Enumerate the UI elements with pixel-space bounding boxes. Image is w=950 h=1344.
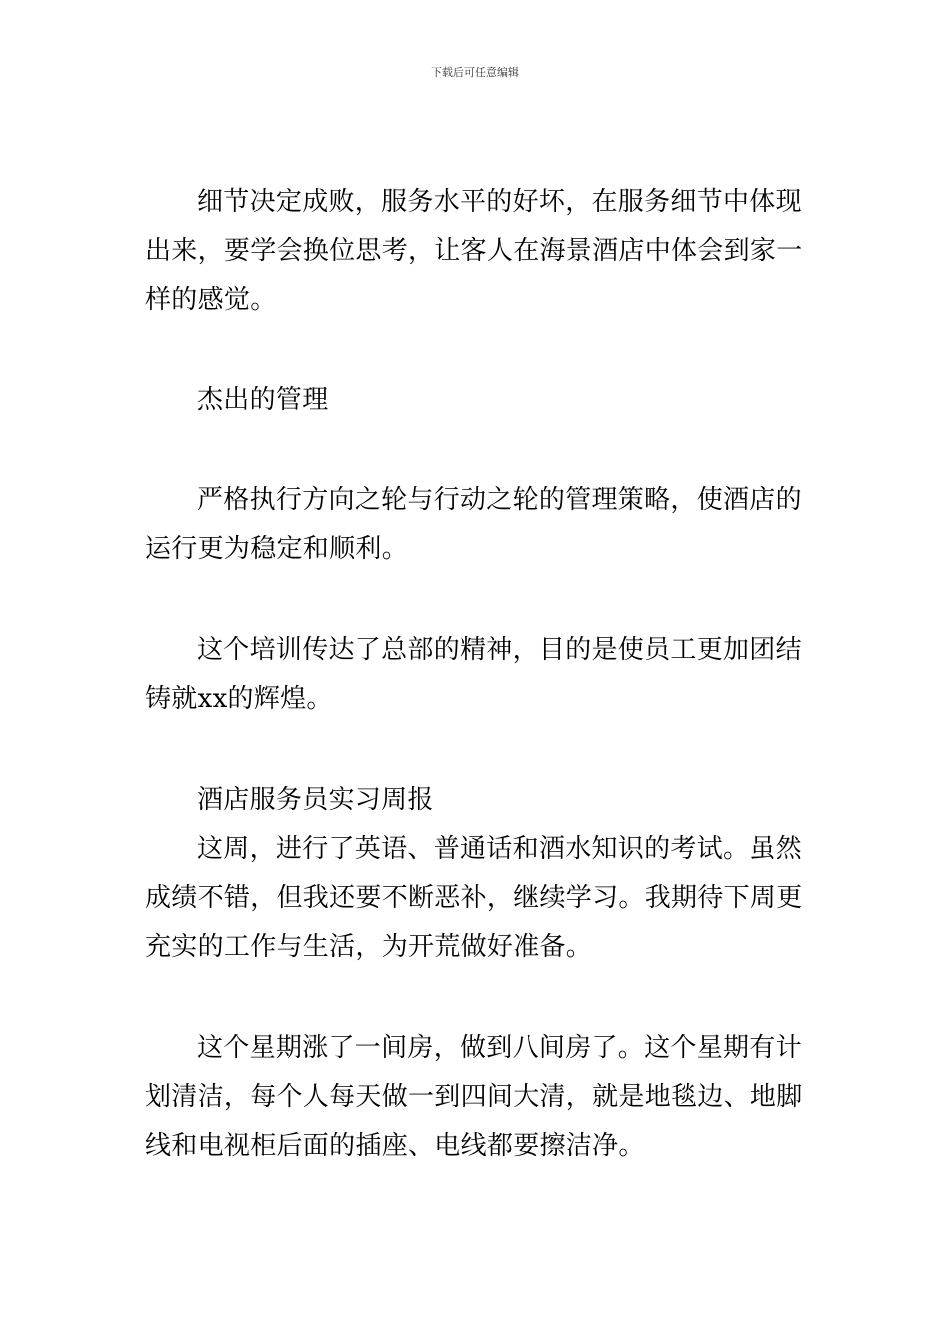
paragraph-gap [145,574,805,626]
page-header: 下载后可任意编辑 [431,66,519,79]
section-heading-weekly-report: 酒店服务员实习周报 [197,785,434,815]
paragraph-gap [145,724,805,776]
paragraph-room-cleaning: 这个星期涨了一间房，做到八间房了。这个星期有计划清洁，每个人每天做一到四间大清，就是地毯边、地脚线和电视柜后面的插座、电线都要擦洁净。 [145,1033,803,1161]
paragraph-exams: 这周，进行了英语、普通话和酒水知识的考试。虽然成绩不错，但我还要不断恶补，继续学习。我期待下周更充实的工作与生活，为开荒做好准备。 [145,834,803,962]
paragraph-training: 这个培训传达了总部的精神，目的是使员工更加团结铸就xx的辉煌。 [145,635,802,714]
paragraph-gap [145,972,805,1024]
paragraph-gap [145,425,805,476]
paragraph-gap [145,325,805,376]
paragraph-management-strategy: 严格执行方向之轮与行动之轮的管理策略，使酒店的运行更为稳定和顺利。 [145,485,802,564]
section-heading-management: 杰出的管理 [197,385,329,415]
paragraph-service-details: 细节决定成败，服务水平的好坏，在服务细节中体现出来，要学会换位思考，让客人在海景酒店中体会到家一样的感觉。 [145,187,803,315]
document-body [145,178,805,1171]
